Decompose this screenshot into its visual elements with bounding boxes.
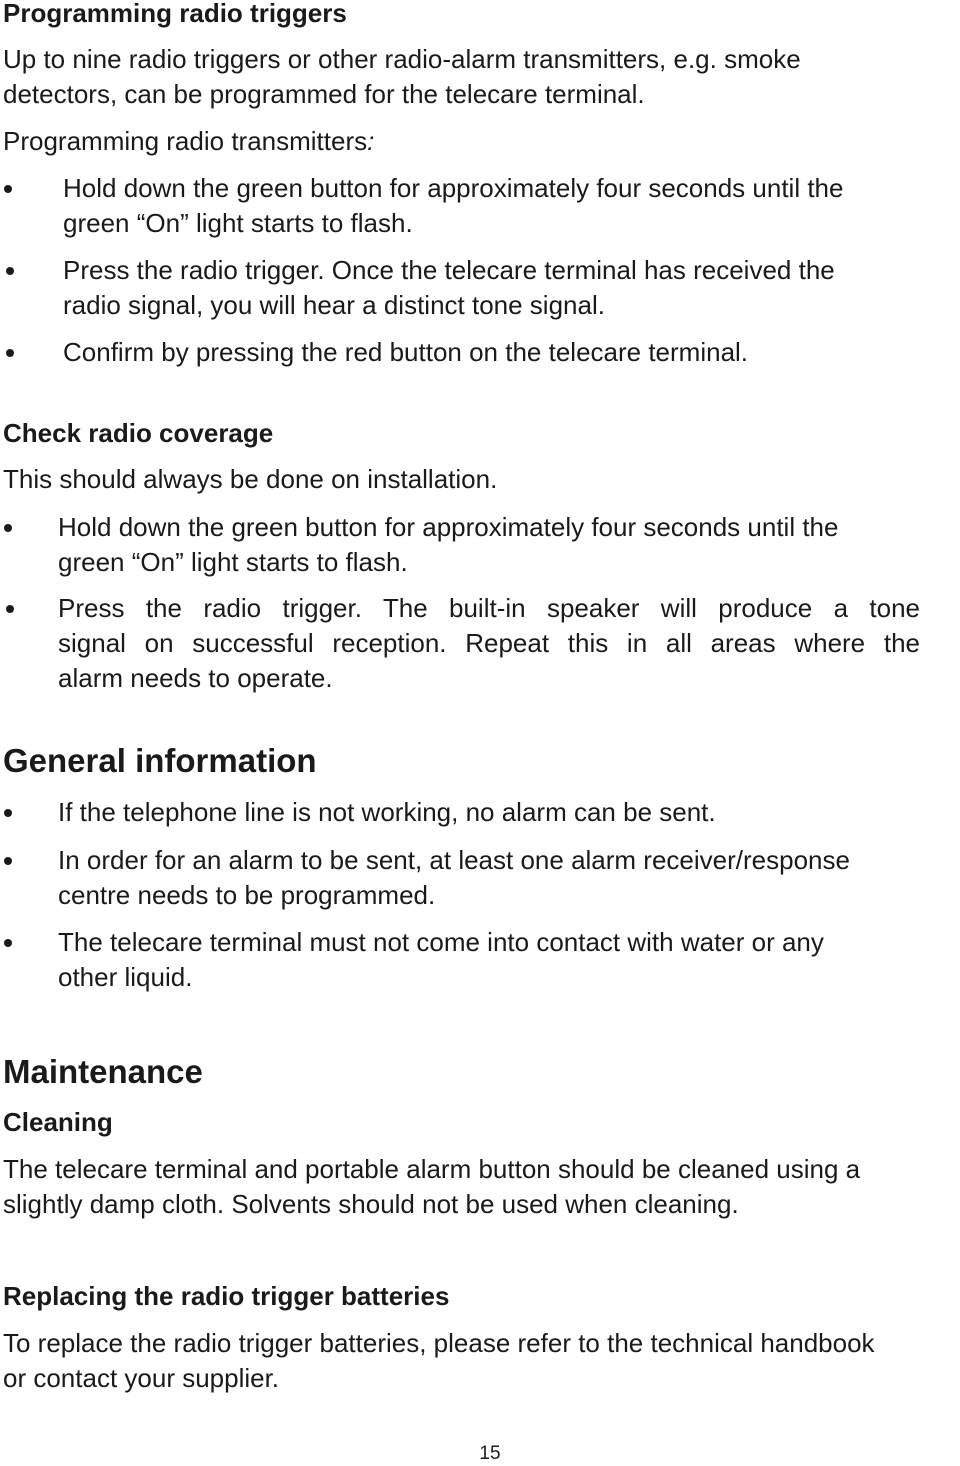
programming-transmitters-label — [3, 124, 374, 159]
section-heading-general-information: General information — [3, 742, 317, 779]
intro-line-2: detectors, can be programmed for the telecare terminal. — [3, 79, 645, 109]
batteries-line-2: or contact your supplier. — [3, 1363, 280, 1393]
intro-paragraph — [3, 42, 801, 112]
bullet-icon — [4, 809, 12, 817]
cleaning-line-2: slightly damp cloth. Solvents should not be used when cleaning. — [3, 1189, 739, 1219]
batteries-line-1: To replace the radio trigger batteries, please refer to the technical handbook — [3, 1328, 875, 1358]
list-item-line: green “On” light starts to flash. — [63, 208, 413, 238]
section-heading-programming-radio-triggers: Programming radio triggers — [3, 0, 347, 28]
list-item-line: alarm needs to operate. — [58, 663, 333, 693]
section-heading-check-radio-coverage: Check radio coverage — [3, 418, 274, 448]
section-heading-replacing-batteries: Replacing the radio trigger batteries — [3, 1281, 450, 1311]
subheading-cleaning: Cleaning — [3, 1107, 113, 1137]
list-item-line: Hold down the green button for approximately four seconds until the — [63, 173, 844, 203]
list-item-line: Hold down the green button for approximately four seconds until the — [58, 512, 839, 542]
cleaning-line-1: The telecare terminal and portable alarm button should be cleaned using a — [3, 1154, 861, 1184]
programming-transmitters-text: Programming radio transmitters — [3, 126, 368, 156]
bullet-icon — [4, 185, 12, 193]
bullet-icon — [4, 939, 12, 947]
bullet-icon — [4, 857, 12, 865]
batteries-paragraph — [3, 1326, 875, 1396]
list-item-line: other liquid. — [58, 962, 193, 992]
bullet-icon — [6, 349, 14, 357]
coverage-intro: This should always be done on installation. — [3, 464, 498, 494]
page-number: 15 — [479, 1443, 501, 1464]
list-item-line: signal on successful reception. Repeat this in all areas where the — [58, 628, 920, 658]
bullet-icon — [4, 524, 12, 532]
programming-transmitters-colon: : — [367, 126, 375, 156]
list-item-line: In order for an alarm to be sent, at least one alarm receiver/response — [58, 845, 850, 875]
intro-line-1: Up to nine radio triggers or other radio-alarm transmitters, e.g. smoke — [3, 44, 801, 74]
list-item-line: Press the radio trigger. Once the telecare terminal has received the — [63, 255, 835, 285]
list-item-line: green “On” light starts to flash. — [58, 547, 408, 577]
section-heading-maintenance: Maintenance — [3, 1053, 203, 1090]
cleaning-paragraph — [3, 1152, 860, 1222]
bullet-icon — [6, 605, 14, 613]
bullet-icon — [6, 267, 14, 275]
list-item-line: Confirm by pressing the red button on the telecare terminal. — [63, 337, 749, 367]
list-item-line: centre needs to be programmed. — [58, 880, 436, 910]
list-item-line: Press the radio trigger. The built-in speaker will produce a tone — [58, 593, 920, 623]
list-item-line: If the telephone line is not working, no alarm can be sent. — [58, 797, 716, 827]
list-item-line: radio signal, you will hear a distinct tone signal. — [63, 290, 605, 320]
list-item-line: The telecare terminal must not come into contact with water or any — [58, 927, 824, 957]
